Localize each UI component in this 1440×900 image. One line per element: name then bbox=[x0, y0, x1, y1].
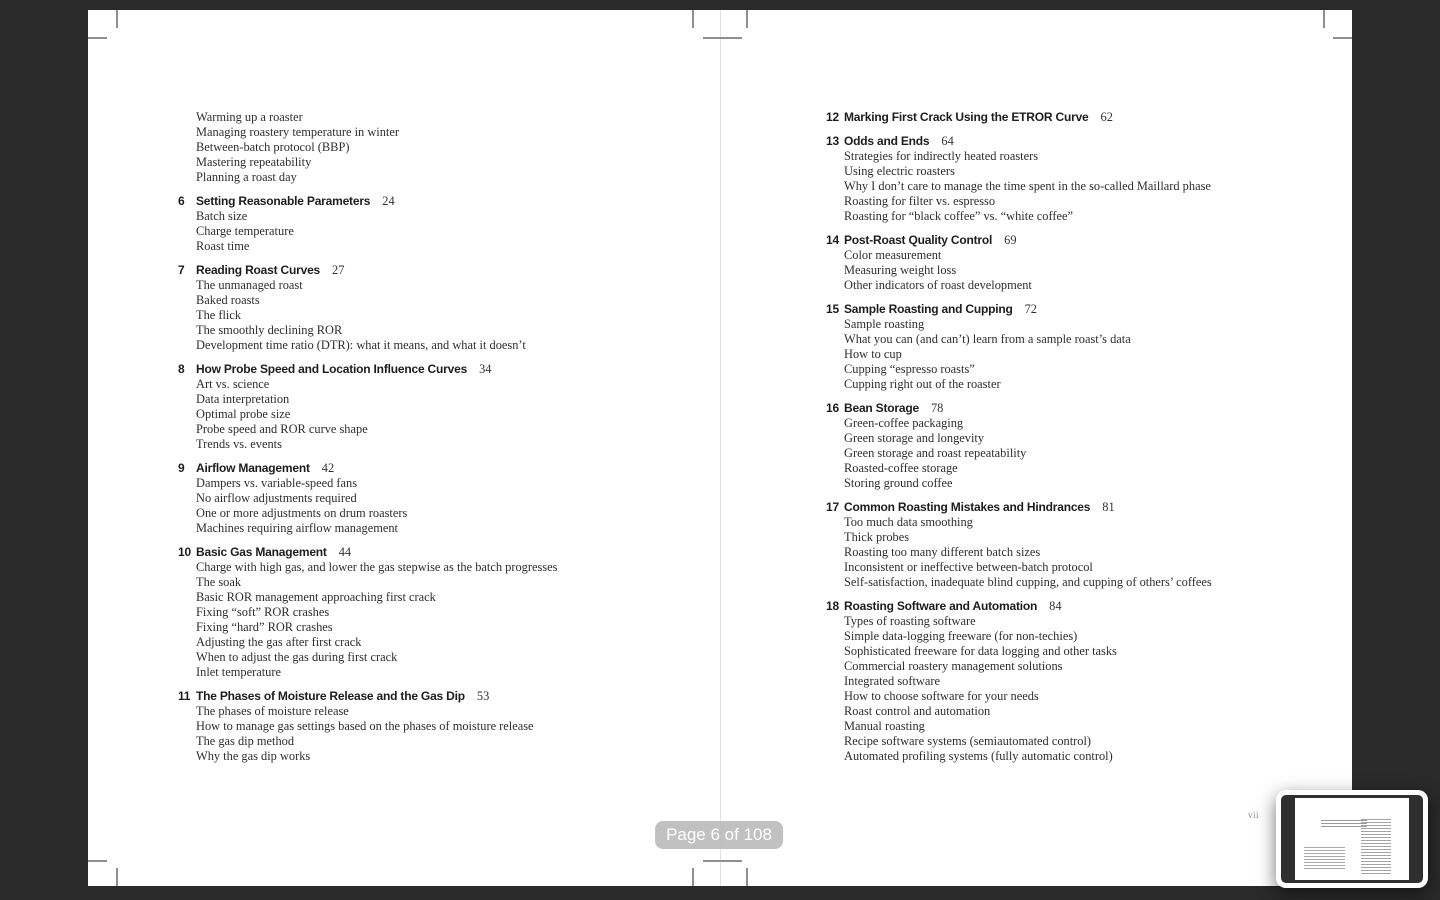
toc-chapter-heading bbox=[826, 233, 1331, 248]
toc-subsection-entry: Fixing “hard” ROR crashes bbox=[196, 620, 333, 634]
toc-subsection-entry: Art vs. science bbox=[196, 377, 270, 391]
toc-chapter bbox=[178, 194, 683, 254]
toc-subsection-entry: Charge temperature bbox=[196, 224, 294, 238]
toc-chapter-number: 9 bbox=[178, 461, 185, 475]
toc-chapter-page-number: 42 bbox=[321, 461, 335, 475]
toc-subsection-entry: Roasting for filter vs. espresso bbox=[844, 194, 996, 208]
toc-subsection-entry: Types of roasting software bbox=[844, 614, 976, 628]
toc-subsection-entry: Why the gas dip works bbox=[196, 749, 311, 763]
toc-subsection-entry: Baked roasts bbox=[196, 293, 260, 307]
toc-chapter-number: 13 bbox=[826, 134, 839, 148]
crop-mark bbox=[1333, 37, 1352, 39]
toc-chapter-title: Post-Roast Quality Control bbox=[844, 233, 993, 247]
toc-subsection-entry: Adjusting the gas after first crack bbox=[196, 635, 362, 649]
toc-chapter-number: 15 bbox=[826, 302, 839, 316]
toc-subsection-entry: The soak bbox=[196, 575, 242, 589]
thumbnail-mini-spread bbox=[1295, 798, 1409, 880]
toc-chapter-page-number: 78 bbox=[930, 401, 944, 415]
toc-subsection-entry: Warming up a roaster bbox=[196, 110, 303, 124]
toc-subsection-entry: One or more adjustments on drum roasters bbox=[196, 506, 408, 520]
toc-chapter-heading bbox=[826, 302, 1331, 317]
toc-subsection-entry: The gas dip method bbox=[196, 734, 295, 748]
toc-subsection-entry: When to adjust the gas during first crack bbox=[196, 650, 398, 664]
thumbnail-canvas bbox=[1281, 795, 1423, 883]
toc-chapter-number: 8 bbox=[178, 362, 185, 376]
toc-chapter-title: The Phases of Moisture Release and the Gas Dip bbox=[196, 689, 465, 703]
toc-subsection-entry: Basic ROR management approaching first crack bbox=[196, 590, 436, 604]
toc-chapter-heading bbox=[178, 689, 683, 704]
toc-chapter-title: Bean Storage bbox=[844, 401, 919, 415]
toc-chapter-number: 12 bbox=[826, 110, 839, 124]
toc-subsection-entry: Sophisticated freeware for data logging and other tasks bbox=[844, 644, 1117, 658]
toc-chapter bbox=[826, 233, 1331, 293]
book-spread bbox=[88, 10, 1352, 886]
crop-mark bbox=[746, 10, 748, 28]
toc-chapter-title: Marking First Crack Using the ETROR Curve bbox=[844, 110, 1089, 124]
crop-mark bbox=[88, 37, 107, 39]
toc-subsection-entry: Green-coffee packaging bbox=[844, 416, 964, 430]
crop-mark bbox=[692, 868, 694, 886]
toc-subsection-entry: Color measurement bbox=[844, 248, 942, 262]
toc-column-right bbox=[826, 110, 1331, 764]
toc-chapter-heading bbox=[178, 362, 683, 377]
toc-chapter-page-number: 44 bbox=[338, 545, 352, 559]
toc-chapter-title: Reading Roast Curves bbox=[196, 263, 321, 277]
toc-subsection-entry: Probe speed and ROR curve shape bbox=[196, 422, 368, 436]
toc-chapter-number: 16 bbox=[826, 401, 839, 415]
toc-chapter-page-number: 72 bbox=[1024, 302, 1037, 316]
toc-subsection-entry: Manual roasting bbox=[844, 719, 925, 733]
toc-subsection-entry: No airflow adjustments required bbox=[196, 491, 357, 505]
toc-chapter-page-number: 34 bbox=[479, 362, 492, 376]
toc-chapter bbox=[826, 110, 1331, 125]
crop-mark bbox=[746, 868, 748, 886]
toc-subsection-entry: Storing ground coffee bbox=[844, 476, 953, 490]
toc-chapter bbox=[178, 263, 683, 353]
crop-mark bbox=[116, 868, 118, 886]
toc-subsection-entry: Planning a roast day bbox=[196, 170, 297, 184]
toc-subsection-entry: How to manage gas settings based on the phases of moisture release bbox=[196, 719, 534, 733]
toc-chapter-heading bbox=[178, 263, 683, 278]
toc-subsection-entry: Roasted-coffee storage bbox=[844, 461, 958, 475]
toc-chapter bbox=[826, 500, 1331, 590]
toc-chapter bbox=[178, 689, 683, 764]
toc-subsection-entry: Inconsistent or ineffective between-batch protocol bbox=[844, 560, 1093, 574]
toc-chapter bbox=[826, 134, 1331, 224]
toc-subsection-entry: Sample roasting bbox=[844, 317, 925, 331]
thumbnail-text-skeleton bbox=[1321, 820, 1367, 828]
toc-chapter-heading bbox=[826, 110, 1331, 125]
toc-subsection-entry: Using electric roasters bbox=[844, 164, 955, 178]
toc-chapter bbox=[178, 110, 683, 185]
toc-subsection-entry: Fixing “soft” ROR crashes bbox=[196, 605, 330, 619]
toc-chapter-number: 6 bbox=[178, 194, 185, 208]
thumbnail-text-skeleton bbox=[1361, 819, 1391, 874]
toc-subsection-entry: The unmanaged roast bbox=[196, 278, 303, 292]
toc-chapter-title: Odds and Ends bbox=[844, 134, 930, 148]
toc-subsection-entry: Green storage and longevity bbox=[844, 431, 985, 445]
toc-chapter-heading bbox=[826, 599, 1331, 614]
toc-subsection-entry: Automated profiling systems (fully automatic control) bbox=[844, 749, 1113, 763]
toc-chapter-number: 7 bbox=[178, 263, 185, 277]
toc-chapter-heading bbox=[826, 134, 1331, 149]
toc-chapter-number: 11 bbox=[178, 689, 191, 703]
toc-subsection-entry: Mastering repeatability bbox=[196, 155, 312, 169]
folio-page-number: vii bbox=[1248, 810, 1260, 820]
toc-chapter bbox=[826, 401, 1331, 491]
toc-subsection-entry: Self-satisfaction, inadequate blind cupping, and cupping of others’ coffees bbox=[844, 575, 1212, 589]
toc-chapter-heading bbox=[178, 194, 683, 209]
toc-subsection-entry: Roasting too many different batch sizes bbox=[844, 545, 1041, 559]
toc-subsection-entry: Roast control and automation bbox=[844, 704, 991, 718]
toc-chapter-page-number: 27 bbox=[332, 263, 345, 277]
toc-subsection-entry: The smoothly declining ROR bbox=[196, 323, 343, 337]
toc-chapter-number: 14 bbox=[826, 233, 839, 247]
toc-subsection-entry: The phases of moisture release bbox=[196, 704, 349, 718]
page-indicator: Page 6 of 108 bbox=[655, 821, 783, 849]
toc-subsection-entry: Optimal probe size bbox=[196, 407, 291, 421]
toc-subsection-entry: Batch size bbox=[196, 209, 248, 223]
toc-subsection-entry: How to cup bbox=[844, 347, 902, 361]
toc-subsection-entry: Roast time bbox=[196, 239, 250, 253]
toc-chapter-title: How Probe Speed and Location Influence Curves bbox=[196, 362, 468, 376]
toc-subsection-entry: Thick probes bbox=[844, 530, 910, 544]
thumbnail-text-skeleton bbox=[1304, 847, 1345, 870]
toc-subsection-entry: Machines requiring airflow management bbox=[196, 521, 398, 535]
toc-chapter-number: 17 bbox=[826, 500, 839, 514]
toc-subsection-entry: Data interpretation bbox=[196, 392, 290, 406]
toc-subsection-entry: Integrated software bbox=[844, 674, 940, 688]
toc-chapter-page-number: 81 bbox=[1102, 500, 1115, 514]
toc-chapter-heading bbox=[826, 401, 1331, 416]
toc-chapter-heading bbox=[178, 545, 683, 560]
toc-subsection-entry: Measuring weight loss bbox=[844, 263, 957, 277]
toc-subsection-entry: Strategies for indirectly heated roasters bbox=[844, 149, 1039, 163]
toc-subsection-entry: Cupping right out of the roaster bbox=[844, 377, 1001, 391]
toc-subsection-entry: Managing roastery temperature in winter bbox=[196, 125, 399, 139]
crop-mark bbox=[703, 37, 742, 39]
toc-chapter-title: Sample Roasting and Cupping bbox=[844, 302, 1013, 316]
toc-chapter-page-number: 84 bbox=[1049, 599, 1062, 613]
toc-subsection-entry: Cupping “espresso roasts” bbox=[844, 362, 975, 376]
toc-chapter-heading bbox=[178, 461, 683, 476]
toc-chapter bbox=[826, 599, 1331, 764]
crop-mark bbox=[88, 860, 107, 862]
toc-chapter-page-number: 62 bbox=[1100, 110, 1113, 124]
toc-subsection-entry: Between-batch protocol (BBP) bbox=[196, 140, 350, 154]
toc-chapter-title: Airflow Management bbox=[196, 461, 310, 475]
toc-chapter-number: 10 bbox=[178, 545, 191, 559]
toc-subsection-entry: Inlet temperature bbox=[196, 665, 281, 679]
toc-subsection-entry: Other indicators of roast development bbox=[844, 278, 1032, 292]
toc-subsection-entry: Roasting for “black coffee” vs. “white coffee” bbox=[844, 209, 1074, 223]
toc-chapter-page-number: 53 bbox=[476, 689, 490, 703]
toc-subsection-entry: Dampers vs. variable-speed fans bbox=[196, 476, 358, 490]
toc-chapter-page-number: 69 bbox=[1004, 233, 1017, 247]
toc-subsection-entry: Commercial roastery management solutions bbox=[844, 659, 1063, 673]
toc-column-left bbox=[178, 110, 683, 764]
toc-chapter-title: Roasting Software and Automation bbox=[844, 599, 1038, 613]
toc-chapter-heading bbox=[826, 500, 1331, 515]
toc-subsection-entry: Trends vs. events bbox=[196, 437, 282, 451]
toc-chapter-page-number: 24 bbox=[382, 194, 395, 208]
toc-subsection-entry: Simple data-logging freeware (for non-techies) bbox=[844, 629, 1078, 643]
toc-chapter-number: 18 bbox=[826, 599, 839, 613]
spine-divider bbox=[720, 10, 721, 886]
toc-subsection-entry: Charge with high gas, and lower the gas stepwise as the batch progresses bbox=[196, 560, 558, 574]
toc-subsection-entry: What you can (and can’t) learn from a sample roast’s data bbox=[844, 332, 1131, 346]
crop-mark bbox=[703, 860, 742, 862]
toc-subsection-entry: Too much data smoothing bbox=[844, 515, 973, 529]
toc-chapter bbox=[178, 461, 683, 536]
crop-mark bbox=[116, 10, 118, 28]
toc-chapter bbox=[178, 545, 683, 680]
toc-chapter bbox=[178, 362, 683, 452]
toc-chapter-title: Basic Gas Management bbox=[196, 545, 327, 559]
toc-chapter-title: Common Roasting Mistakes and Hindrances bbox=[844, 500, 1091, 514]
toc-chapter bbox=[826, 302, 1331, 392]
crop-mark bbox=[1323, 10, 1325, 28]
toc-subsection-entry: How to choose software for your needs bbox=[844, 689, 1039, 703]
toc-subsection-entry: Development time ratio (DTR): what it means, and what it doesn’t bbox=[196, 338, 526, 352]
toc-chapter-title: Setting Reasonable Parameters bbox=[196, 194, 371, 208]
page-thumbnail-preview[interactable] bbox=[1276, 790, 1428, 888]
toc-chapter-page-number: 64 bbox=[941, 134, 954, 148]
toc-subsection-entry: The flick bbox=[196, 308, 242, 322]
toc-subsection-entry: Recipe software systems (semiautomated control) bbox=[844, 734, 1092, 748]
toc-subsection-entry: Green storage and roast repeatability bbox=[844, 446, 1027, 460]
crop-mark bbox=[692, 10, 694, 28]
toc-subsection-entry: Why I don’t care to manage the time spent in the so-called Maillard phase bbox=[844, 179, 1211, 193]
